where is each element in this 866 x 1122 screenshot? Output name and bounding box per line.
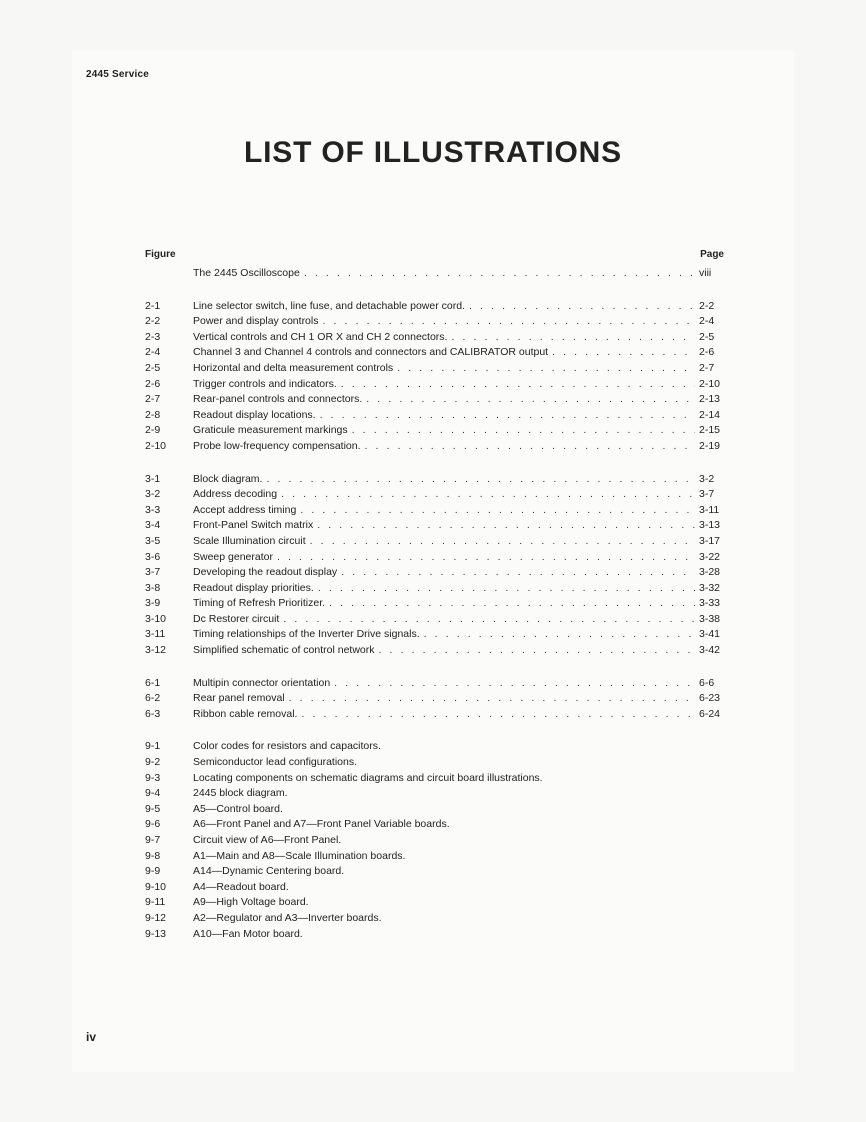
list-item — [145, 612, 725, 628]
dot-leader — [469, 299, 695, 315]
figure-title: Block diagram. — [193, 472, 263, 485]
figure-title: A6—Front Panel and A7—Front Panel Variable boards. — [193, 818, 450, 831]
figure-number: 6-1 — [145, 676, 161, 689]
illustrations-list — [145, 266, 725, 959]
dot-leader — [366, 392, 695, 408]
figure-number: 9-4 — [145, 787, 161, 800]
figure-title: Timing relationships of the Inverter Drive signals. — [193, 628, 420, 641]
figure-title: Probe low-frequency compensation. — [193, 439, 361, 452]
dot-leader — [301, 707, 695, 723]
figure-number: 6-3 — [145, 707, 161, 720]
page-reference: 3-7 — [699, 488, 715, 501]
list-item — [145, 581, 725, 597]
figure-number: 9-1 — [145, 740, 161, 753]
figure-number: 6-2 — [145, 692, 161, 705]
list-item — [145, 518, 725, 534]
page-reference: 2-5 — [699, 330, 715, 343]
figure-title: Locating components on schematic diagrams and circuit board illustrations. — [193, 771, 543, 784]
page-reference: 2-14 — [699, 408, 721, 421]
figure-number: 9-2 — [145, 756, 161, 769]
list-item — [145, 802, 725, 818]
figure-title: Developing the readout display — [193, 566, 338, 579]
list-item — [145, 565, 725, 581]
figure-title: 2445 block diagram. — [193, 787, 288, 800]
figure-title: Multipin connector orientation — [193, 676, 331, 689]
dot-leader — [310, 534, 695, 550]
page-number: iv — [86, 1030, 97, 1044]
figure-number: 3-9 — [145, 597, 161, 610]
figure-group — [145, 739, 725, 942]
page-reference: 3-13 — [699, 519, 721, 532]
figure-title: A10—Fan Motor board. — [193, 927, 303, 940]
figure-number: 9-5 — [145, 802, 161, 815]
list-item — [145, 472, 725, 488]
figure-title: Power and display controls — [193, 315, 319, 328]
figure-number: 2-2 — [145, 315, 161, 328]
list-item — [145, 503, 725, 519]
running-head: 2445 Service — [86, 69, 150, 80]
figure-group — [145, 266, 725, 282]
figure-number: 9-8 — [145, 849, 161, 862]
dot-leader — [318, 581, 695, 597]
figure-number: 9-7 — [145, 834, 161, 846]
page-reference: 2-10 — [699, 377, 721, 390]
list-item — [145, 833, 725, 849]
dot-leader — [552, 345, 695, 361]
figure-title: Sweep generator — [193, 550, 273, 563]
figure-number: 2-3 — [145, 330, 161, 343]
list-item — [145, 691, 725, 707]
figure-number: 9-12 — [145, 911, 167, 924]
figure-title: Vertical controls and CH 1 OR X and CH 2 connectors. — [193, 330, 448, 343]
list-item — [145, 880, 725, 896]
page-reference: 3-2 — [699, 472, 715, 485]
list-item — [145, 927, 725, 943]
list-item — [145, 299, 725, 315]
figure-number: 3-11 — [145, 628, 166, 641]
figure-title: Channel 3 and Channel 4 controls and connectors and CALIBRATOR output — [193, 346, 549, 359]
list-item — [145, 439, 725, 455]
figure-title: Timing of Refresh Prioritizer. — [193, 597, 326, 610]
figure-number: 2-8 — [145, 408, 161, 421]
figure-title: A4—Readout board. — [193, 880, 289, 893]
list-item — [145, 596, 725, 612]
figure-title: Accept address timing — [193, 503, 297, 516]
page-column-header: Page — [700, 249, 724, 260]
dot-leader — [341, 377, 695, 393]
figure-title: Rear panel removal — [193, 692, 285, 705]
figure-column-header: Figure — [145, 249, 176, 260]
figure-number: 3-2 — [145, 488, 161, 501]
figure-title: Trigger controls and indicators. — [193, 377, 337, 390]
dot-leader — [341, 565, 695, 581]
list-item — [145, 361, 725, 377]
page-reference: 3-11 — [699, 503, 720, 516]
dot-leader — [334, 676, 695, 692]
page-reference: 3-42 — [699, 644, 721, 657]
page-reference: 2-6 — [699, 346, 715, 359]
page-reference: 2-4 — [699, 315, 715, 328]
figure-number: 9-3 — [145, 771, 161, 784]
figure-title: Color codes for resistors and capacitors. — [193, 740, 381, 753]
figure-number: 3-12 — [145, 644, 167, 657]
list-item — [145, 755, 725, 771]
figure-number: 3-1 — [145, 472, 161, 485]
dot-leader — [365, 439, 695, 455]
page-reference: 2-13 — [699, 393, 721, 406]
figure-title: A9—High Voltage board. — [193, 896, 309, 909]
list-item — [145, 707, 725, 723]
page-reference: 3-22 — [699, 550, 721, 563]
list-item — [145, 266, 725, 282]
page-reference: viii — [699, 267, 712, 279]
figure-group — [145, 472, 725, 659]
figure-title: Scale Illumination circuit — [193, 534, 306, 547]
dot-leader — [424, 627, 695, 643]
figure-title: A2—Regulator and A3—Inverter boards. — [193, 911, 382, 924]
dot-leader — [300, 503, 695, 519]
figure-number: 9-11 — [145, 896, 166, 909]
figure-number: 9-6 — [145, 818, 161, 831]
list-item — [145, 895, 725, 911]
figure-number: 3-4 — [145, 519, 161, 532]
dot-leader — [266, 472, 695, 488]
list-item — [145, 849, 725, 865]
list-item — [145, 739, 725, 755]
dot-leader — [352, 423, 695, 439]
figure-number: 3-10 — [145, 612, 167, 625]
page-reference: 3-33 — [699, 597, 721, 610]
figure-title: Rear-panel controls and connectors. — [193, 393, 363, 406]
list-item — [145, 786, 725, 802]
figure-number: 3-3 — [145, 503, 161, 516]
figure-number: 2-1 — [145, 299, 161, 312]
page-title: LIST OF ILLUSTRATIONS — [244, 136, 622, 169]
list-item — [145, 330, 725, 346]
page-reference: 6-23 — [699, 692, 721, 705]
figure-number: 9-10 — [145, 880, 167, 893]
figure-title: Dc Restorer circuit — [193, 612, 280, 625]
list-item — [145, 408, 725, 424]
figure-number: 2-10 — [145, 439, 167, 452]
figure-number: 3-5 — [145, 534, 161, 547]
figure-number: 2-5 — [145, 361, 161, 374]
figure-title: Readout display priorities. — [193, 581, 314, 594]
page-reference: 2-15 — [699, 424, 721, 437]
figure-group — [145, 299, 725, 455]
dot-leader — [304, 266, 695, 282]
figure-title: A1—Main and A8—Scale Illumination boards. — [193, 849, 406, 862]
figure-number: 9-13 — [145, 927, 167, 940]
list-item — [145, 771, 725, 787]
figure-title: Simplified schematic of control network — [193, 644, 375, 657]
figure-title: Front-Panel Switch matrix — [193, 519, 314, 532]
figure-title: Circuit view of A6—Front Panel. — [193, 834, 342, 846]
figure-title: Line selector switch, line fuse, and detachable power cord. — [193, 299, 465, 312]
figure-number: 2-9 — [145, 424, 161, 437]
list-item — [145, 627, 725, 643]
list-item — [145, 643, 725, 659]
list-item — [145, 550, 725, 566]
figure-title: Ribbon cable removal. — [193, 707, 298, 720]
page-reference: 3-32 — [699, 581, 721, 594]
dot-leader — [317, 518, 695, 534]
figure-group — [145, 676, 725, 723]
list-item — [145, 676, 725, 692]
list-item — [145, 487, 725, 503]
list-item — [145, 864, 725, 880]
list-item — [145, 911, 725, 927]
figure-number: 3-6 — [145, 550, 161, 563]
dot-leader — [397, 361, 695, 377]
list-item — [145, 377, 725, 393]
figure-title: A14—Dynamic Centering board. — [193, 865, 345, 878]
page-reference: 3-28 — [699, 566, 721, 579]
list-item — [145, 392, 725, 408]
page-reference: 2-19 — [699, 439, 721, 452]
dot-leader — [322, 314, 695, 330]
page-reference: 6-24 — [699, 707, 721, 720]
figure-title: A5—Control board. — [193, 802, 283, 815]
dot-leader — [289, 691, 695, 707]
figure-number: 2-6 — [145, 377, 161, 390]
dot-leader — [281, 487, 695, 503]
figure-number: 2-4 — [145, 346, 161, 359]
page-reference: 3-41 — [699, 628, 721, 641]
list-item — [145, 817, 725, 833]
page-reference: 3-38 — [699, 612, 721, 625]
figure-number: 9-9 — [145, 865, 161, 878]
figure-title: Readout display locations. — [193, 408, 316, 421]
figure-number: 2-7 — [145, 393, 161, 406]
list-item — [145, 314, 725, 330]
page-reference: 2-2 — [699, 299, 715, 312]
figure-title: Semiconductor lead configurations. — [193, 756, 358, 769]
dot-leader — [329, 596, 695, 612]
page-reference: 6-6 — [699, 676, 715, 689]
dot-leader — [379, 643, 696, 659]
figure-number: 3-8 — [145, 581, 161, 594]
dot-leader — [320, 408, 695, 424]
dot-leader — [451, 330, 695, 346]
list-item — [145, 345, 725, 361]
figure-title: The 2445 Oscilloscope — [193, 267, 300, 279]
figure-title: Horizontal and delta measurement controls — [193, 361, 394, 374]
list-item — [145, 534, 725, 550]
list-item — [145, 423, 725, 439]
dot-leader — [277, 550, 695, 566]
figure-number: 3-7 — [145, 566, 161, 579]
dot-leader — [283, 612, 695, 628]
page-reference: 3-17 — [699, 534, 721, 547]
page-reference: 2-7 — [699, 361, 715, 374]
figure-title: Address decoding — [193, 488, 278, 501]
figure-title: Graticule measurement markings — [193, 424, 348, 437]
